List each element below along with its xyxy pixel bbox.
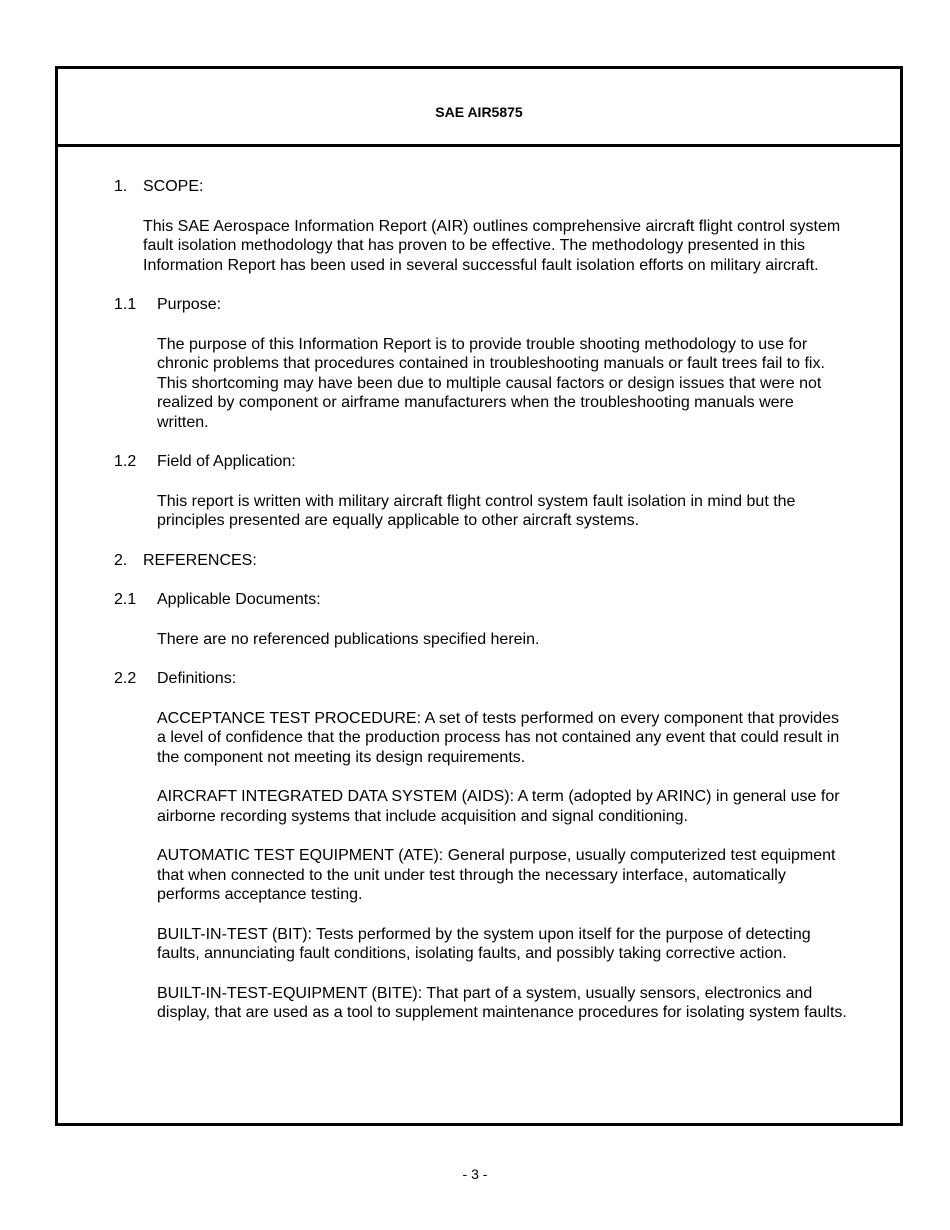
definition-aids: AIRCRAFT INTEGRATED DATA SYSTEM (AIDS): A term (adopted by ARINC) in general use for airborne recording systems that include acquisition and signal conditioning. — [157, 788, 840, 825]
section-title: Purpose: — [157, 296, 222, 313]
scope-paragraph: This SAE Aerospace Information Report (AIR) outlines comprehensive aircraft flight control system fault isolation methodology that has proven to be effective. The methodology presented in this Information Report has been used in several successful fault isolation efforts on military aircraft. — [143, 217, 841, 274]
applicable-documents-paragraph: There are no referenced publications specified herein. — [157, 630, 540, 648]
section-title: REFERENCES: — [143, 551, 257, 569]
document-id: SAE AIR5875 — [435, 103, 523, 120]
section-heading-scope — [114, 177, 900, 197]
section-title: Applicable Documents: — [157, 591, 321, 608]
section-number: 1. — [114, 178, 128, 195]
section-title: SCOPE: — [143, 178, 204, 195]
page-frame — [55, 66, 903, 1126]
section-number: 2. — [114, 551, 128, 569]
definition-bite: BUILT-IN-TEST-EQUIPMENT (BITE): That part of a system, usually sensors, electronics and display, that are used as a tool to supplement maintenance procedures for isolating system faults. — [157, 984, 847, 1021]
section-heading-field-of-application — [114, 452, 900, 472]
field-of-application-paragraph: This report is written with military aircraft flight control system fault isolation in mind but the principles presented are equally applicable to other aircraft systems. — [157, 492, 796, 529]
page-header — [58, 69, 900, 147]
section-heading-applicable-documents — [114, 590, 900, 610]
definition-bit: BUILT-IN-TEST (BIT): Tests performed by the system upon itself for the purpose of detecting faults, annunciating fault conditions, isolating faults, and possibly taking corrective action. — [157, 925, 811, 962]
purpose-paragraph: The purpose of this Information Report is to provide trouble shooting methodology to use for chronic problems that procedures contained in troubleshooting manuals or fault trees fail to fix. This shortcoming may have been due to multiple causal factors or design issues that were not realized by component or airframe manufacturers when the troubleshooting manuals were written. — [157, 335, 825, 431]
section-number: 2.2 — [114, 670, 137, 687]
section-heading-definitions — [114, 669, 900, 689]
section-number: 2.1 — [114, 591, 137, 608]
document-body — [58, 147, 900, 1023]
page-number: - 3 - — [462, 1166, 488, 1182]
section-number: 1.2 — [114, 453, 137, 470]
section-number: 1.1 — [114, 296, 137, 313]
section-heading-references — [114, 551, 900, 571]
section-title: Field of Application: — [157, 453, 296, 470]
section-title: Definitions: — [157, 670, 237, 687]
section-heading-purpose — [114, 295, 900, 315]
definition-acceptance-test-procedure: ACCEPTANCE TEST PROCEDURE: A set of tests performed on every component that provides a level of confidence that the production process has not contained any event that could result in the component not meeting its design requirements. — [157, 709, 840, 766]
definition-ate: AUTOMATIC TEST EQUIPMENT (ATE): General purpose, usually computerized test equipment that when connected to the unit under test through the necessary interface, automatically performs acceptance testing. — [157, 847, 836, 903]
